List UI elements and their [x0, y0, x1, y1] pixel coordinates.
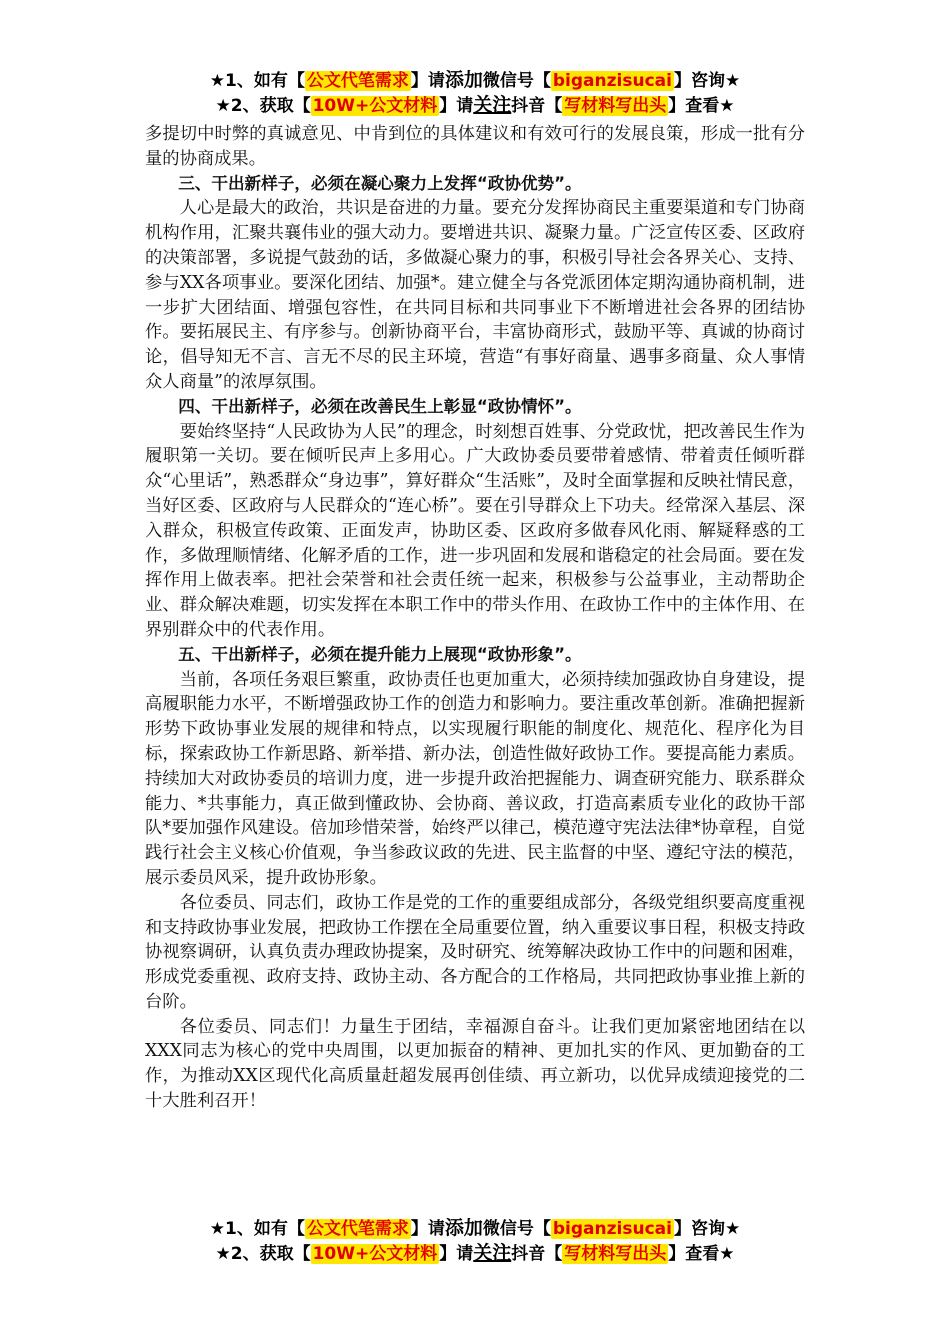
- promo-banner-bottom: [0, 1216, 950, 1266]
- promo-line-2: [0, 93, 950, 118]
- promo-text: 】咨询★: [673, 1219, 741, 1239]
- promo-line-1: [0, 68, 950, 93]
- section-heading: 四、干出新样子，必须在改善民生上彰显“政协情怀”。: [178, 396, 582, 416]
- promo-text: ★2、获取【: [215, 1244, 311, 1264]
- body-paragraph: 各位委员、同志们，政协工作是党的工作的重要组成部分，各级党组织要高度重视和支持政协事业发展，把政协工作摆在全局重要位置，纳入重要议事日程，积极支持政协视察调研，认真负责办理政协提案，及时研究、统筹解决政协工作中的问题和困难，形成党委重视、政府支持、政协主动、各方配合的工作格局，共同把政协事业推上新的台阶。: [145, 892, 805, 1012]
- promo-banner-top: [0, 68, 950, 118]
- document-body: [145, 122, 805, 1114]
- body-paragraph: 要始终坚持“人民政协为人民”的理念，时刻想百姓事、分党政忧，把改善民生作为履职第一关切。要在倾听民声上多用心。广大政协委员要带着感情、带着责任倾听群众“心里话”，熟悉群众“身边事”，算好群众“生活账”，及时全面掌握和反映社情民意，当好区委、区政府与人民群众的“连心桥”。要在引导群众上下功夫。经常深入基层、深入群众，积极宣传政策、正面发声，协助区委、区政府多做春风化雨、解疑释惑的工作，多做理顺情绪、化解矛盾的工作，进一步巩固和发展和谐稳定的社会局面。要在发挥作用上做表率。把社会荣誉和社会责任统一起来，积极参与公益事业，主动帮助企业、群众解决难题，切实发挥在本职工作中的带头作用、在政协工作中的主体作用、在界别群众中的代表作用。: [145, 421, 805, 640]
- promo-highlight: 写材料写出头: [564, 1244, 667, 1264]
- promo-text: 抖音【: [511, 96, 563, 116]
- promo-line-2: [0, 1241, 950, 1266]
- section-heading: 三、干出新样子，必须在凝心聚力上发挥“政协优势”。: [178, 173, 582, 193]
- promo-text: 微信号【: [482, 71, 551, 91]
- promo-emphasis: 添加: [444, 69, 483, 91]
- body-paragraph: 人心是最大的政治，共识是奋进的力量。要充分发挥协商民主重要渠道和专门协商机构作用，汇聚共襄伟业的强大动力。要增进共识、凝聚力量。广泛宣传区委、区政府的决策部署，多说提气鼓劲的话，多做凝心聚力的事，积极引导社会各界关心、支持、参与XX各项事业。要深化团结、加强*。建立健全与各党派团体定期沟通协商机制，进一步扩大团结面、增强包容性，在共同目标和共同事业下不断增进社会各界的团结协作。要拓展民主、有序参与。创新协商平台，丰富协商形式，鼓励平等、真诚的协商讨论，倡导知无不言、言无不尽的民主环境，营造“有事好商量、遇事多商量、众人事情众人商量”的浓厚氛围。: [145, 198, 805, 392]
- promo-text: 抖音【: [511, 1244, 563, 1264]
- promo-text: 】查看★: [668, 1244, 735, 1264]
- section-heading: 五、干出新样子，必须在提升能力上展现“政协形象”。: [178, 644, 582, 664]
- promo-line-1: [0, 1216, 950, 1241]
- body-paragraph: 多提切中时弊的真诚意见、中肯到位的具体建议和有效可行的发展良策，形成一批有分量的协商成果。: [145, 124, 805, 169]
- promo-text: 】请: [410, 71, 445, 91]
- body-paragraph: 各位委员、同志们！力量生于团结，幸福源自奋斗。让我们更加紧密地团结在以XXX同志为核心的党中央周围，以更加振奋的精神、更加扎实的作风、更加勤奋的工作，为推动XX区现代化高质量赶超发展再创佳绩、再立新功，以优异成绩迎接党的二十大胜利召开！: [145, 1016, 805, 1112]
- promo-highlight: 公文代笔需求: [306, 71, 409, 91]
- promo-text: 】查看★: [668, 96, 735, 116]
- promo-emphasis: 添加: [444, 1217, 483, 1239]
- promo-highlight: 10W+公文材料: [312, 96, 438, 116]
- promo-emphasis: 关注: [473, 1242, 512, 1264]
- promo-highlight: 公文代笔需求: [306, 1219, 409, 1239]
- promo-text: 】咨询★: [673, 71, 741, 91]
- promo-text: 】请: [439, 96, 474, 116]
- promo-text: 】请: [410, 1219, 445, 1239]
- promo-highlight: biganzisucai: [552, 1219, 672, 1239]
- body-paragraph: 当前，各项任务艰巨繁重，政协责任也更加重大，必须持续加强政协自身建设，提高履职能力水平，不断增强政协工作的创造力和影响力。要注重改革创新。准确把握新形势下政协事业发展的规律和特点，以实现履行职能的制度化、规范化、程序化为目标，探索政协工作新思路、新举措、新办法，创造性做好政协工作。要提高能力素质。持续加大对政协委员的培训力度，进一步提升政治把握能力、调查研究能力、联系群众能力、*共事能力，真正做到懂政协、会协商、善议政，打造高素质专业化的政协干部队*要加强作风建设。倍加珍惜荣誉，始终严以律己，模范遵守宪法法律*协章程，自觉践行社会主义核心价值观，争当参政议政的先进、民主监督的中坚、遵纪守法的模范，展示委员风采，提升政协形象。: [145, 669, 805, 888]
- promo-emphasis: 关注: [473, 94, 512, 116]
- promo-highlight: 写材料写出头: [564, 96, 667, 116]
- promo-text: ★1、如有【: [209, 1219, 305, 1239]
- promo-text: 微信号【: [482, 1219, 551, 1239]
- promo-highlight: 10W+公文材料: [312, 1244, 438, 1264]
- promo-highlight: biganzisucai: [552, 71, 672, 91]
- promo-text: ★1、如有【: [209, 71, 305, 91]
- promo-text: ★2、获取【: [215, 96, 311, 116]
- promo-text: 】请: [439, 1244, 474, 1264]
